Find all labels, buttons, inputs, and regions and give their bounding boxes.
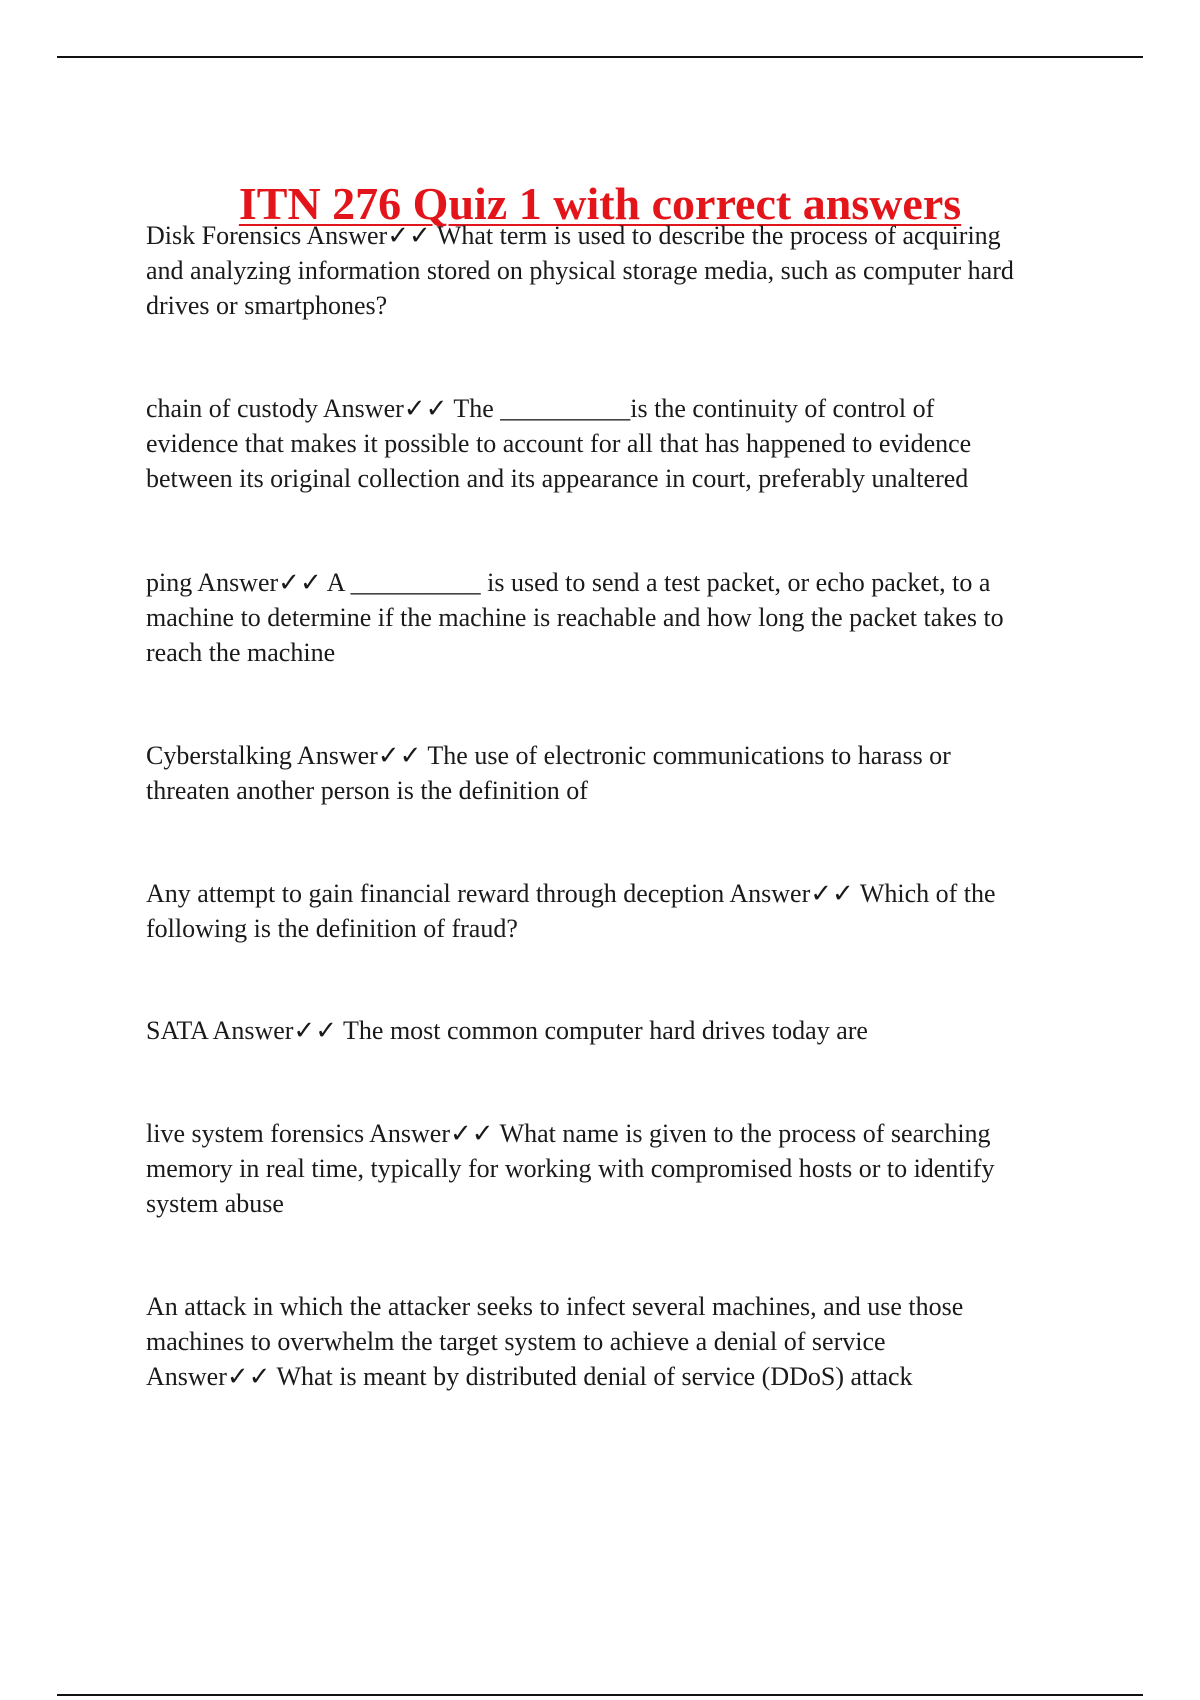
qa-entry-disk-forensics: Disk Forensics Answer✓✓ What term is used to describe the process of acquiring and analyzing information stored on physical storage media, such as computer hard drives or smartphones? [146, 221, 1014, 320]
qa-entry-fraud: Any attempt to gain financial reward through deception Answer✓✓ Which of the following is the definition of fraud? [146, 879, 996, 943]
bottom-rule [57, 1694, 1143, 1696]
qa-entry-cyberstalking: Cyberstalking Answer✓✓ The use of electronic communications to harass or threaten another person is the definition of [146, 741, 951, 805]
top-rule [57, 56, 1143, 58]
qa-entry-ping: ping Answer✓✓ A __________ is used to send a test packet, or echo packet, to a machine to determine if the machine is reachable and how long the packet takes to reach the machine [146, 568, 1004, 667]
qa-entry-sata: SATA Answer✓✓ The most common computer hard drives today are [146, 1016, 868, 1045]
qa-entry-chain-of-custody: chain of custody Answer✓✓ The __________is the continuity of control of evidence that makes it possible to account for all that has happened to evidence between its original collection and its appearance in court, preferably unaltered [146, 394, 972, 493]
qa-entry-ddos: An attack in which the attacker seeks to infect several machines, and use those machines to overwhelm the target system to achieve a denial of service Answer✓✓ What is meant by distributed denial of service (DDoS) attack [146, 1292, 964, 1391]
page-title: ITN 276 Quiz 1 with correct answers [238, 177, 962, 229]
qa-entry-live-system-forensics: live system forensics Answer✓✓ What name is given to the process of searching memory in real time, typically for working with compromised hosts or to identify system abuse [146, 1119, 995, 1218]
